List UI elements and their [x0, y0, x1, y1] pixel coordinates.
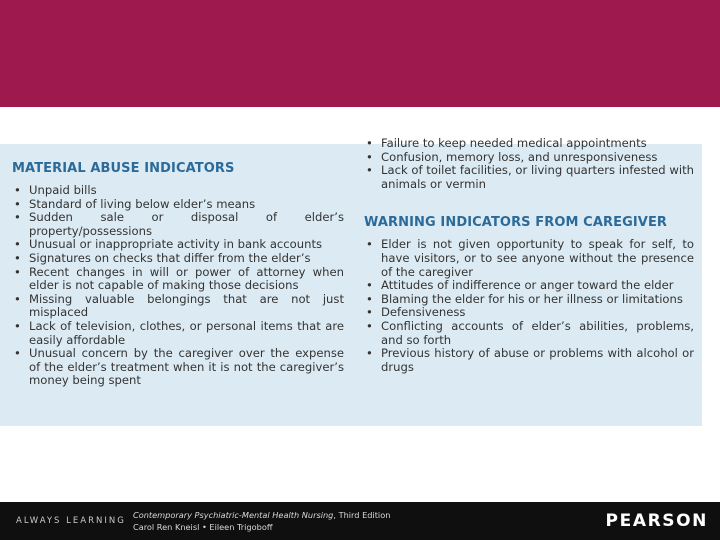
material-abuse-list	[12, 184, 344, 388]
material-abuse-heading: MATERIAL ABUSE INDICATORS	[12, 161, 235, 176]
list-item: • Signatures on checks that differ from the elder’s	[12, 252, 344, 266]
list-item: • Failure to keep needed medical appointments	[364, 137, 694, 151]
list-item: • Recent changes in will or power of attorney when elder is not capable of making those decisions	[12, 266, 344, 293]
list-item: • Blaming the elder for his or her illness or limitations	[364, 293, 694, 307]
footer-bar	[0, 502, 720, 540]
title-band	[0, 0, 720, 107]
list-item: • Defensiveness	[364, 306, 694, 320]
list-item: • Unpaid bills	[12, 184, 344, 198]
list-item: • Standard of living below elder’s means	[12, 198, 344, 212]
material-abuse-column	[12, 144, 344, 388]
caregiver-column	[364, 136, 694, 374]
list-item: • Unusual or inappropriate activity in bank accounts	[12, 238, 344, 252]
content-panel	[0, 136, 702, 426]
caregiver-list	[364, 238, 694, 374]
book-authors: Carol Ren Kneisl • Eileen Trigoboff	[133, 522, 273, 532]
book-title-line	[133, 509, 390, 521]
always-learning-tagline: ALWAYS LEARNING	[16, 516, 126, 526]
list-item: • Elder is not given opportunity to speak for self, to have visitors, or to see anyone without the presence of the caregiver	[364, 238, 694, 279]
continued-list	[364, 137, 694, 191]
list-item: • Missing valuable belongings that are not just misplaced	[12, 293, 344, 320]
list-item: • Conflicting accounts of elder’s abilities, problems, and so forth	[364, 320, 694, 347]
list-item: • Sudden sale or disposal of elder’s property/possessions	[12, 211, 344, 238]
book-title: Contemporary Psychiatric-Mental Health Nursing	[133, 510, 334, 520]
pearson-logo: PEARSON	[605, 511, 708, 531]
list-item: • Previous history of abuse or problems with alcohol or drugs	[364, 347, 694, 374]
list-item: • Lack of toilet facilities, or living quarters infested with animals or vermin	[364, 164, 694, 191]
book-edition: , Third Edition	[333, 510, 391, 520]
list-item: • Unusual concern by the caregiver over the expense of the elder’s treatment when it is not the caregiver’s money being spent	[12, 347, 344, 388]
book-credit	[133, 509, 390, 533]
caregiver-heading: WARNING INDICATORS FROM CAREGIVER	[364, 215, 668, 231]
list-item: • Lack of television, clothes, or personal items that are easily affordable	[12, 320, 344, 347]
list-item: • Confusion, memory loss, and unresponsiveness	[364, 151, 694, 165]
list-item: • Attitudes of indifference or anger toward the elder	[364, 279, 694, 293]
